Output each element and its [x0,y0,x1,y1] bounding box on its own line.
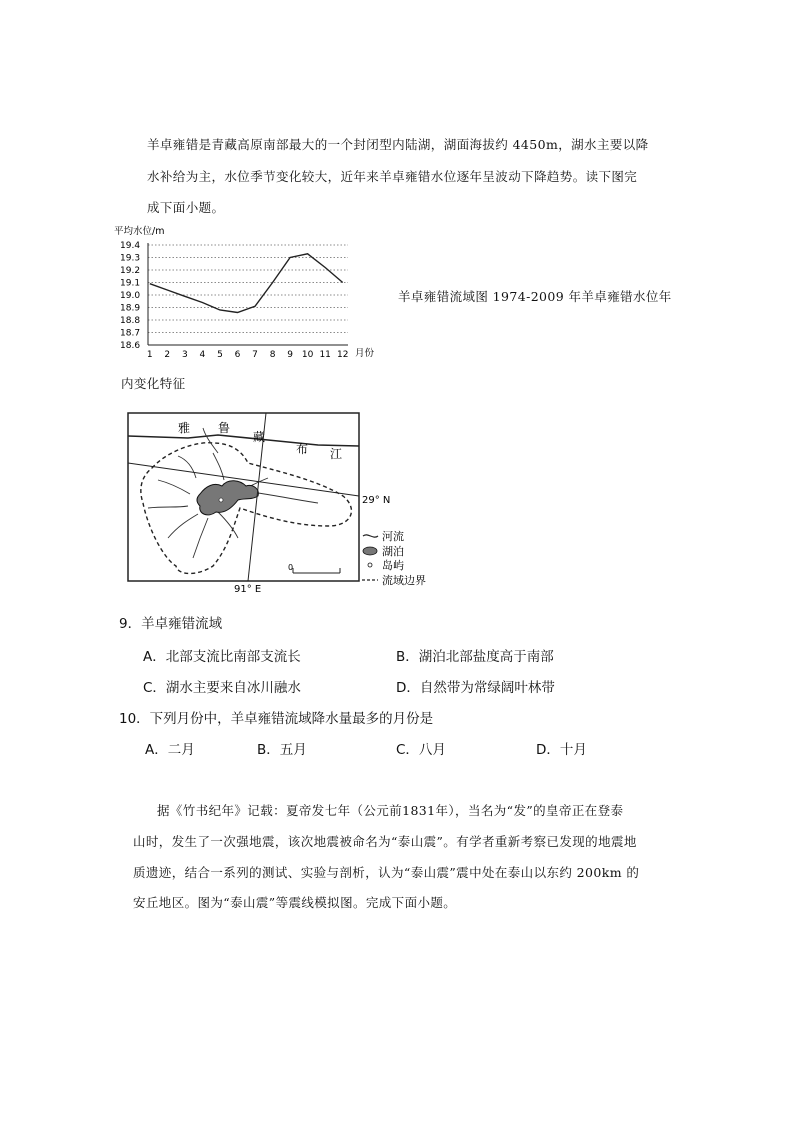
river-char-1: 雅 [178,421,191,435]
chart-x-ticks [147,350,349,360]
chart-y-tick-label: 18.8 [120,316,141,326]
river-char-3: 藏 [253,430,266,444]
legend-lake: 湖泊 [382,545,404,558]
chart-y-ticks [120,241,140,351]
legend-island-icon [368,563,372,567]
chart-x-tick-label: 6 [234,350,241,360]
basin-map [118,408,448,598]
water-level-chart [112,222,397,364]
chart-y-tick-label: 19.1 [120,278,141,289]
intro2-line4: 安丘地区。图为“泰山震”等震线模拟图。完成下面小题。 [133,895,457,910]
legend-river-icon [363,535,378,537]
chart-ylabel: 平均水位/m [114,226,165,237]
legend-lake-icon [363,547,377,555]
intro1-line1: 羊卓雍错是青藏高原南部最大的一个封闭型内陆湖，湖面海拔约 4450m，湖水主要以降 [147,137,649,152]
chart-y-tick-label: 18.9 [120,303,141,314]
chart-y-tick-label: 19.4 [120,241,141,251]
chart-xlabel: 月份 [355,348,375,359]
q10-stem: 10．下列月份中，羊卓雍错流域降水量最多的月份是 [119,711,434,727]
chart-series-line [150,254,343,313]
q9-option-b: B．湖泊北部盐度高于南部 [396,649,554,665]
lat-label: 29° N [362,495,391,506]
q10-option-d: D．十月 [536,742,587,758]
chart-grid [148,245,348,333]
chart-x-tick-label: 8 [269,350,276,360]
intro1-line2: 水补给为主，水位季节变化较大，近年来羊卓雍错水位逐年呈波动下降趋势。读下图完 [147,169,638,184]
chart-y-tick-label: 19.2 [120,266,141,276]
chart-x-tick-label: 12 [337,350,349,360]
island [219,498,223,502]
q10-option-c: C．八月 [396,742,446,758]
legend-island: 岛屿 [382,559,404,572]
chart-x-tick-label: 1 [146,350,153,360]
legend-river: 河流 [382,530,404,543]
intro2-line3: 质遗迹，结合一系列的测试、实验与剖析，认为“泰山震”震中处在泰山以东约 200km 的 [133,865,640,880]
svg-text:0: 0 [288,563,294,572]
q10-option-b: B．五月 [257,742,307,758]
chart-x-tick-label: 4 [199,350,206,360]
chart-y-tick-label: 19.3 [120,253,141,264]
legend-boundary: 流域边界 [382,574,426,587]
chart-x-tick-label: 2 [164,350,171,360]
figure-caption-line1: 羊卓雍错流域图 1974-2009 年羊卓雍错水位年 [398,289,672,304]
chart-x-tick-label: 7 [252,350,258,360]
chart-y-tick-label: 18.6 [120,341,141,351]
q9-stem: 9．羊卓雍错流域 [119,616,223,632]
q9-option-d: D．自然带为常绿阔叶林带 [396,680,555,696]
chart-y-tick-label: 18.7 [120,328,141,339]
river-char-5: 江 [330,447,343,461]
river-char-2: 鲁 [218,421,231,435]
intro2-line1: 据《竹书纪年》记载：夏帝发七年（公元前1831年），当名为“发”的皇帝正在登泰 [157,803,624,818]
chart-x-tick-label: 3 [181,350,188,360]
river-char-4: 布 [296,442,309,456]
q10-option-a: A．二月 [145,742,195,758]
chart-x-tick-label: 11 [319,350,331,360]
figure-caption-line2: 内变化特征 [121,376,186,391]
chart-x-tick-label: 10 [301,350,314,360]
intro2-line2: 山时，发生了一次强地震，该次地震被命名为“泰山震”。有学者重新考察已发现的地震地 [133,834,637,849]
intro1-line3: 成下面小题。 [147,200,225,215]
chart-x-tick-label: 9 [287,350,293,360]
chart-x-tick-label: 5 [217,350,223,360]
map-legend [362,529,426,587]
q9-option-a: A．北部支流比南部支流长 [143,649,301,665]
chart-y-tick-label: 19.0 [120,291,141,301]
lon-label: 91° E [234,584,262,595]
q9-option-c: C．湖水主要来自冰川融水 [143,680,301,696]
